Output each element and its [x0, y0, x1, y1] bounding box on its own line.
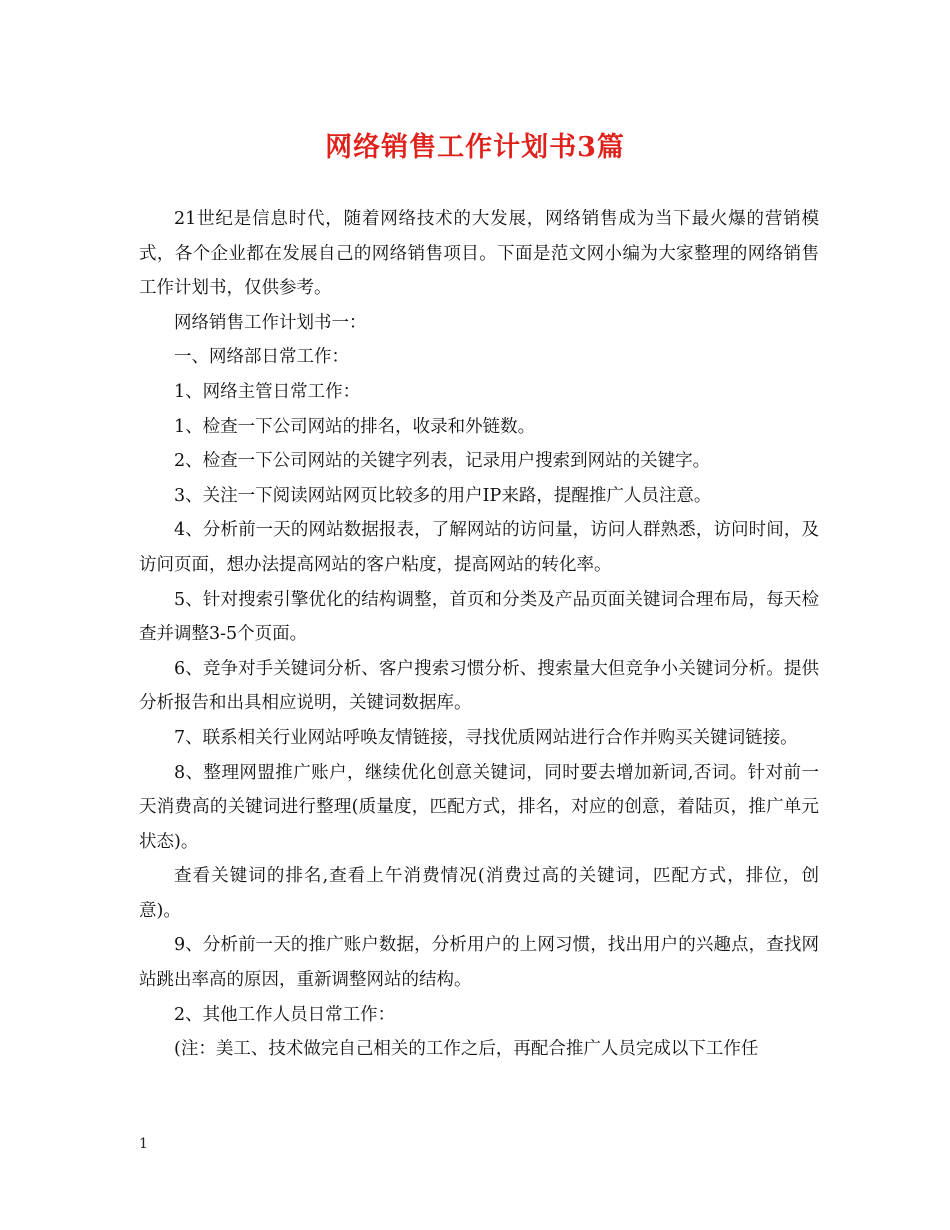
- paragraph-item-9: 9、分析前一天的推广账户数据，分析用户的上网习惯，找出用户的兴趣点，查找网站跳出率高的原因，重新调整网站的结构。: [139, 935, 819, 991]
- paragraph-item-7: 7、联系相关行业网站呼唤友情链接，寻找优质网站进行合作并购买关键词链接。: [174, 727, 798, 748]
- paragraph-item-4: 4、分析前一天的网站数据报表，了解网站的访问量，访问人群熟悉，访问时间，及访问页面，想办法提高网站的客户粘度，提高网站的转化率。: [139, 520, 819, 575]
- paragraph-item-2: 2、检查一下公司网站的关键字列表，记录用户搜索到网站的关键字。: [174, 451, 711, 472]
- paragraph-subsection-one: 1、网络主管日常工作：: [174, 381, 361, 402]
- paragraph-plan-one-heading: 网络销售工作计划书一：: [174, 312, 367, 333]
- paragraph-item-5: 5、针对搜索引擎优化的结构调整，首页和分类及产品页面关键词合理布局，每天检查并调整3-5个页面。: [139, 589, 819, 645]
- paragraph-section-one: 一、网络部日常工作：: [174, 347, 349, 368]
- paragraph-subsection-two: 2、其他工作人员日常工作：: [174, 1004, 396, 1025]
- paragraph-item-1: 1、检查一下公司网站的排名，收录和外链数。: [174, 416, 536, 437]
- paragraph-item-3: 3、关注一下阅读网站网页比较多的用户IP来路，提醒推广人员注意。: [174, 485, 712, 506]
- paragraph-item-8: 8、整理网盟推广账户，继续优化创意关键词，同时要去增加新词,否词。针对前一天消费高的关键词进行整理(质量度，匹配方式，排名，对应的创意，着陆页，推广单元状态)。: [139, 762, 819, 852]
- document-title: 网络销售工作计划书3篇: [325, 132, 625, 163]
- paragraph-keyword-check: 查看关键词的排名,查看上午消费情况(消费过高的关键词，匹配方式，排位，创意)。: [139, 866, 819, 921]
- page-number: 1: [139, 1136, 148, 1152]
- paragraph-note: (注：美工、技术做完自己相关的工作之后，再配合推广人员完成以下工作任: [174, 1039, 759, 1060]
- document-body: [139, 202, 819, 1067]
- paragraph-item-6: 6、竞争对手关键词分析、客户搜索习惯分析、搜索量大但竞争小关键词分析。提供分析报告和出具相应说明，关键词数据库。: [139, 658, 819, 714]
- paragraph-intro: 21世纪是信息时代，随着网络技术的大发展，网络销售成为当下最火爆的营销模式，各个企业都在发展自己的网络销售项目。下面是范文网小编为大家整理的网络销售工作计划书，仅供参考。: [139, 209, 819, 299]
